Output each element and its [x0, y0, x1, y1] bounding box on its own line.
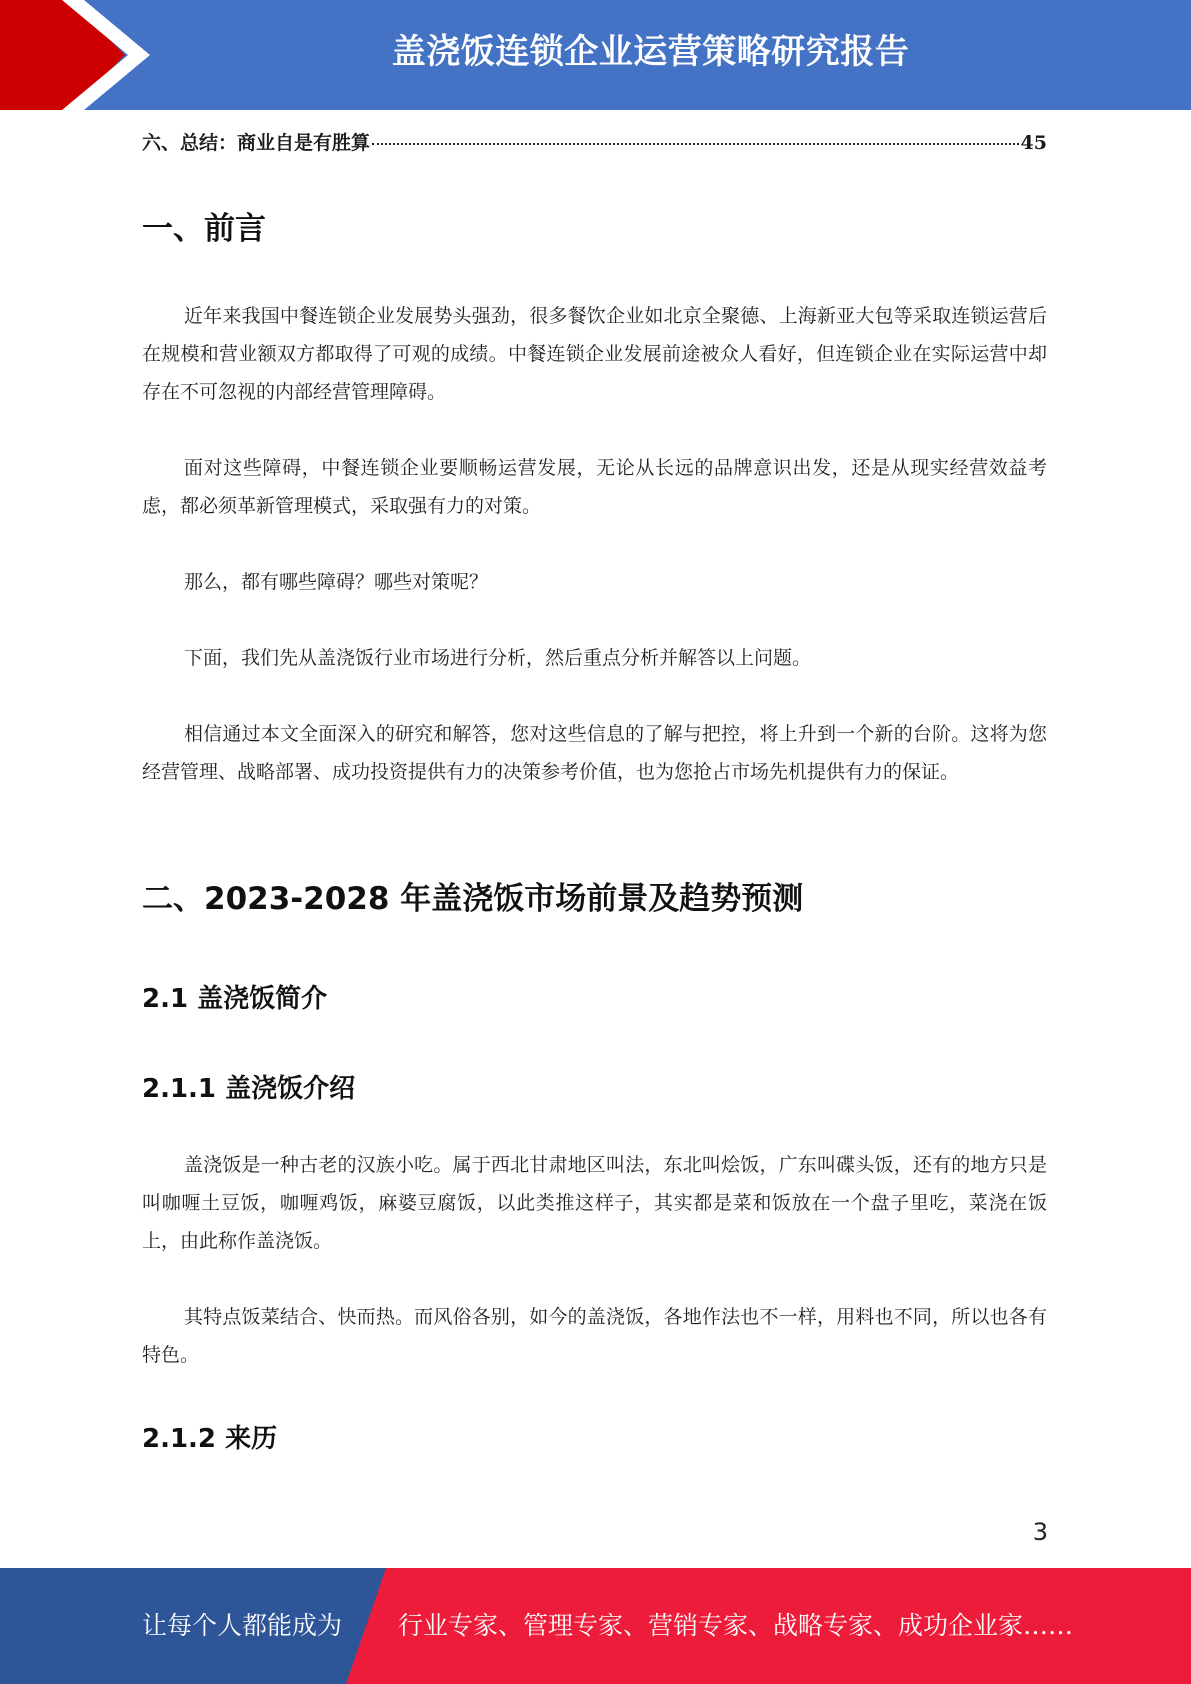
footer-slogan-right: 行业专家、管理专家、营销专家、战略专家、成功企业家……	[398, 1611, 1074, 1640]
footer-slogan-left: 让每个人都能成为	[142, 1611, 343, 1640]
header-banner	[0, 0, 1191, 110]
paragraph: 面对这些障碍，中餐连锁企业要顺畅运营发展，无论从长远的品牌意识出发，还是从现实经营效益考虑，都必须革新管理模式，采取强有力的对策。	[142, 457, 1047, 517]
report-title: 盖浇饭连锁企业运营策略研究报告	[391, 32, 910, 72]
toc-entry[interactable]	[142, 128, 1047, 155]
footer-banner	[0, 1568, 1191, 1684]
paragraph: 下面，我们先从盖浇饭行业市场进行分析，然后重点分析并解答以上问题。	[184, 647, 812, 669]
section-heading-market-forecast: 二、2023-2028 年盖浇饭市场前景及趋势预测	[142, 881, 804, 917]
paragraph: 近年来我国中餐连锁企业发展势头强劲，很多餐饮企业如北京全聚德、上海新亚大包等采取连锁运营后在规模和营业额双方都取得了可观的成绩。中餐连锁企业发展前途被众人看好，但连锁企业在实际运营中却存在不可忽视的内部经营管理障碍。	[142, 305, 1047, 403]
subsection-heading-description: 2.1.1 盖浇饭介绍	[142, 1074, 356, 1104]
paragraph: 其特点饭菜结合、快而热。而风俗各别，如今的盖浇饭，各地作法也不一样，用料也不同，所以也各有特色。	[142, 1306, 1047, 1366]
toc-entry-text: 六、总结：商业自是有胜算	[142, 132, 371, 154]
subsection-heading-intro: 2.1 盖浇饭简介	[142, 984, 328, 1014]
paragraph: 盖浇饭是一种古老的汉族小吃。属于西北甘肃地区叫法，东北叫烩饭，广东叫碟头饭，还有的地方只是叫咖喱土豆饭，咖喱鸡饭，麻婆豆腐饭，以此类推这样子，其实都是菜和饭放在一个盘子里吃，菜浇在饭上，由此称作盖浇饭。	[142, 1154, 1047, 1252]
subsection-heading-origin: 2.1.2 来历	[142, 1424, 278, 1454]
header-arrow-decoration	[0, 0, 160, 110]
page-number: 3	[1032, 1518, 1048, 1546]
toc-leader-dots	[372, 143, 1019, 145]
paragraph: 那么，都有哪些障碍？哪些对策呢？	[184, 571, 489, 593]
paragraph: 相信通过本文全面深入的研究和解答，您对这些信息的了解与把控，将上升到一个新的台阶。这将为您经营管理、战略部署、成功投资提供有力的决策参考价值，也为您抢占市场先机提供有力的保证。	[142, 723, 1047, 783]
toc-entry-page: 45	[1020, 132, 1047, 154]
section-heading-preface: 一、前言	[142, 211, 266, 247]
